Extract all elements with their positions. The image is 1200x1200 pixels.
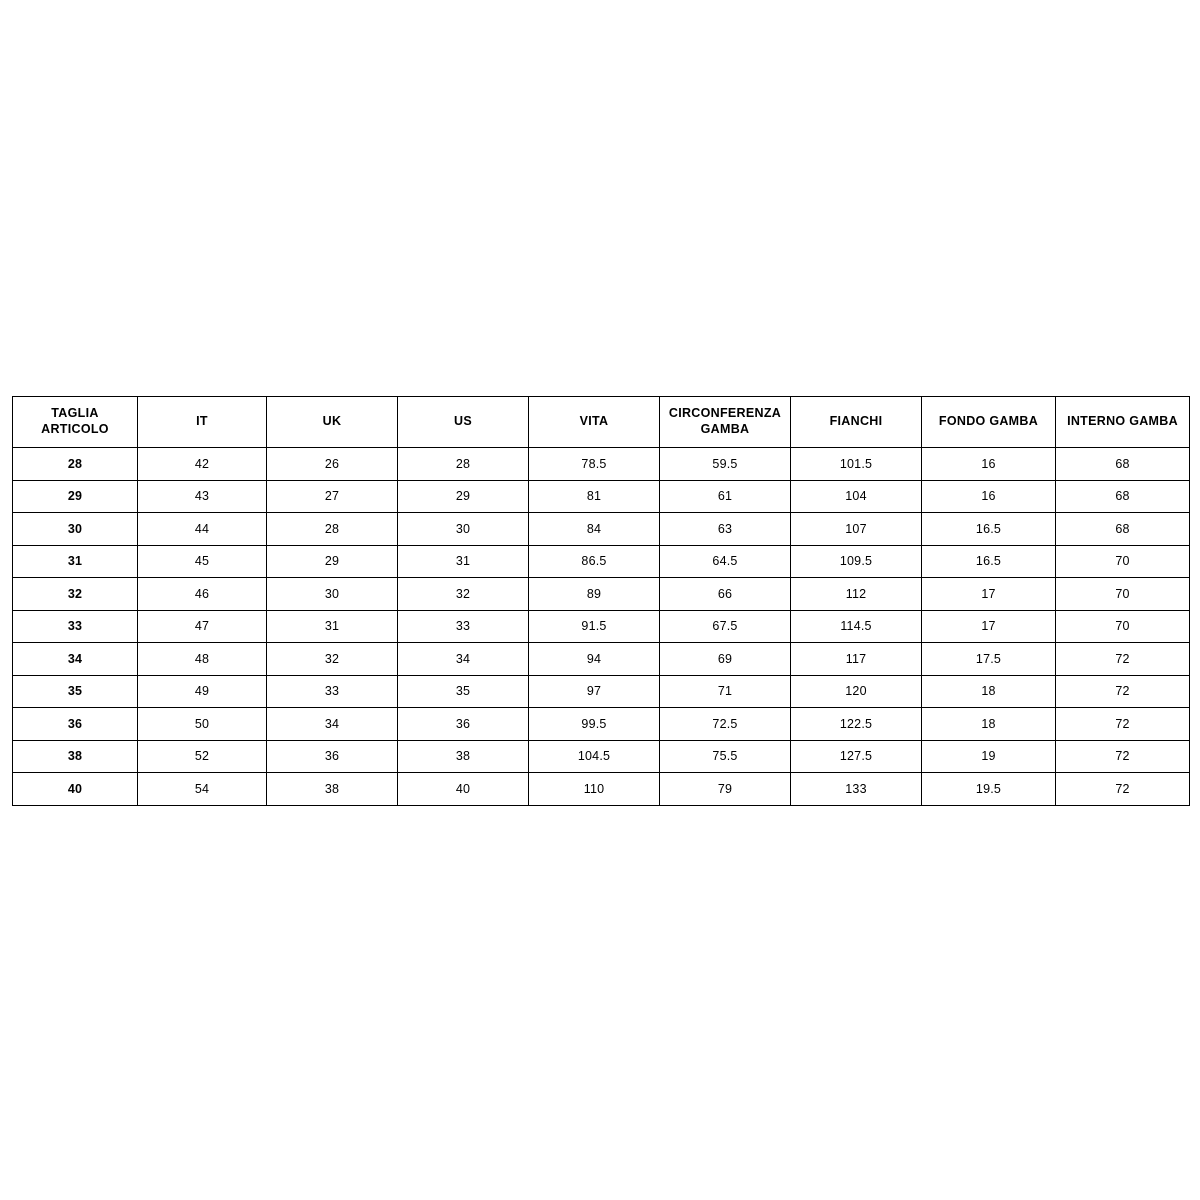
table-cell: 18 xyxy=(922,708,1056,741)
table-cell: 46 xyxy=(138,578,267,611)
row-size-label: 38 xyxy=(13,740,138,773)
table-cell: 86.5 xyxy=(529,545,660,578)
table-cell: 35 xyxy=(398,675,529,708)
column-header-fianchi: FIANCHI xyxy=(791,397,922,448)
header-line-1: CIRCONFERENZA xyxy=(668,406,782,421)
table-cell: 31 xyxy=(398,545,529,578)
table-cell: 32 xyxy=(398,578,529,611)
column-header-us: US xyxy=(398,397,529,448)
table-cell: 17 xyxy=(922,578,1056,611)
table-cell: 19.5 xyxy=(922,773,1056,806)
table-cell: 43 xyxy=(138,480,267,513)
table-row xyxy=(13,480,1190,513)
table-cell: 33 xyxy=(267,675,398,708)
table-cell: 30 xyxy=(398,513,529,546)
table-cell: 78.5 xyxy=(529,448,660,481)
column-header-fondo-gamba: FONDO GAMBA xyxy=(922,397,1056,448)
table-cell: 31 xyxy=(267,610,398,643)
table-cell: 32 xyxy=(267,643,398,676)
table-cell: 68 xyxy=(1056,513,1190,546)
table-cell: 68 xyxy=(1056,480,1190,513)
table-cell: 29 xyxy=(267,545,398,578)
table-cell: 17.5 xyxy=(922,643,1056,676)
table-row xyxy=(13,740,1190,773)
column-header-uk: UK xyxy=(267,397,398,448)
table-row xyxy=(13,578,1190,611)
table-cell: 117 xyxy=(791,643,922,676)
column-header-it: IT xyxy=(138,397,267,448)
table-cell: 18 xyxy=(922,675,1056,708)
column-header-interno-gamba: INTERNO GAMBA xyxy=(1056,397,1190,448)
table-cell: 133 xyxy=(791,773,922,806)
table-cell: 72 xyxy=(1056,773,1190,806)
table-cell: 70 xyxy=(1056,610,1190,643)
table-row xyxy=(13,708,1190,741)
table-cell: 61 xyxy=(660,480,791,513)
table-cell: 16.5 xyxy=(922,545,1056,578)
table-cell: 109.5 xyxy=(791,545,922,578)
table-cell: 75.5 xyxy=(660,740,791,773)
table-header xyxy=(13,397,1190,448)
column-header-vita: VITA xyxy=(529,397,660,448)
size-chart-container xyxy=(12,396,1189,806)
table-cell: 42 xyxy=(138,448,267,481)
table-cell: 84 xyxy=(529,513,660,546)
table-cell: 26 xyxy=(267,448,398,481)
table-cell: 54 xyxy=(138,773,267,806)
table-row xyxy=(13,610,1190,643)
table-cell: 48 xyxy=(138,643,267,676)
table-cell: 91.5 xyxy=(529,610,660,643)
table-cell: 52 xyxy=(138,740,267,773)
row-size-label: 31 xyxy=(13,545,138,578)
table-cell: 16 xyxy=(922,448,1056,481)
table-row xyxy=(13,643,1190,676)
table-cell: 70 xyxy=(1056,578,1190,611)
table-cell: 69 xyxy=(660,643,791,676)
row-size-label: 29 xyxy=(13,480,138,513)
table-cell: 72 xyxy=(1056,708,1190,741)
table-cell: 122.5 xyxy=(791,708,922,741)
table-cell: 70 xyxy=(1056,545,1190,578)
table-cell: 30 xyxy=(267,578,398,611)
table-cell: 64.5 xyxy=(660,545,791,578)
table-cell: 16.5 xyxy=(922,513,1056,546)
table-cell: 72.5 xyxy=(660,708,791,741)
table-cell: 79 xyxy=(660,773,791,806)
table-cell: 29 xyxy=(398,480,529,513)
table-cell: 28 xyxy=(398,448,529,481)
table-cell: 34 xyxy=(398,643,529,676)
table-cell: 114.5 xyxy=(791,610,922,643)
header-line-2: ARTICOLO xyxy=(41,422,109,436)
table-row xyxy=(13,448,1190,481)
table-cell: 127.5 xyxy=(791,740,922,773)
table-cell: 97 xyxy=(529,675,660,708)
row-size-label: 34 xyxy=(13,643,138,676)
table-cell: 19 xyxy=(922,740,1056,773)
table-row xyxy=(13,675,1190,708)
table-cell: 38 xyxy=(267,773,398,806)
table-cell: 110 xyxy=(529,773,660,806)
table-cell: 81 xyxy=(529,480,660,513)
table-cell: 16 xyxy=(922,480,1056,513)
table-cell: 89 xyxy=(529,578,660,611)
table-cell: 63 xyxy=(660,513,791,546)
header-line-2: GAMBA xyxy=(700,422,750,436)
table-row xyxy=(13,545,1190,578)
table-cell: 38 xyxy=(398,740,529,773)
header-line-1: TAGLIA xyxy=(51,406,99,421)
table-cell: 27 xyxy=(267,480,398,513)
table-cell: 47 xyxy=(138,610,267,643)
table-cell: 104.5 xyxy=(529,740,660,773)
table-cell: 104 xyxy=(791,480,922,513)
table-row xyxy=(13,773,1190,806)
row-size-label: 35 xyxy=(13,675,138,708)
table-cell: 72 xyxy=(1056,643,1190,676)
table-cell: 34 xyxy=(267,708,398,741)
table-cell: 66 xyxy=(660,578,791,611)
table-cell: 45 xyxy=(138,545,267,578)
row-size-label: 40 xyxy=(13,773,138,806)
table-cell: 40 xyxy=(398,773,529,806)
table-row xyxy=(13,513,1190,546)
table-cell: 72 xyxy=(1056,740,1190,773)
table-cell: 107 xyxy=(791,513,922,546)
table-cell: 49 xyxy=(138,675,267,708)
table-cell: 112 xyxy=(791,578,922,611)
row-size-label: 28 xyxy=(13,448,138,481)
table-cell: 71 xyxy=(660,675,791,708)
column-header-circonferenza-gamba xyxy=(660,397,791,448)
table-cell: 59.5 xyxy=(660,448,791,481)
table-cell: 36 xyxy=(267,740,398,773)
column-header-taglia-articolo xyxy=(13,397,138,448)
table-cell: 17 xyxy=(922,610,1056,643)
table-cell: 33 xyxy=(398,610,529,643)
table-cell: 101.5 xyxy=(791,448,922,481)
table-body xyxy=(13,448,1190,806)
table-cell: 44 xyxy=(138,513,267,546)
table-cell: 94 xyxy=(529,643,660,676)
size-chart-table xyxy=(12,396,1190,806)
row-size-label: 36 xyxy=(13,708,138,741)
table-header-row xyxy=(13,397,1190,448)
table-cell: 120 xyxy=(791,675,922,708)
row-size-label: 32 xyxy=(13,578,138,611)
table-cell: 50 xyxy=(138,708,267,741)
row-size-label: 30 xyxy=(13,513,138,546)
row-size-label: 33 xyxy=(13,610,138,643)
table-cell: 36 xyxy=(398,708,529,741)
table-cell: 99.5 xyxy=(529,708,660,741)
table-cell: 68 xyxy=(1056,448,1190,481)
table-cell: 72 xyxy=(1056,675,1190,708)
table-cell: 28 xyxy=(267,513,398,546)
table-cell: 67.5 xyxy=(660,610,791,643)
